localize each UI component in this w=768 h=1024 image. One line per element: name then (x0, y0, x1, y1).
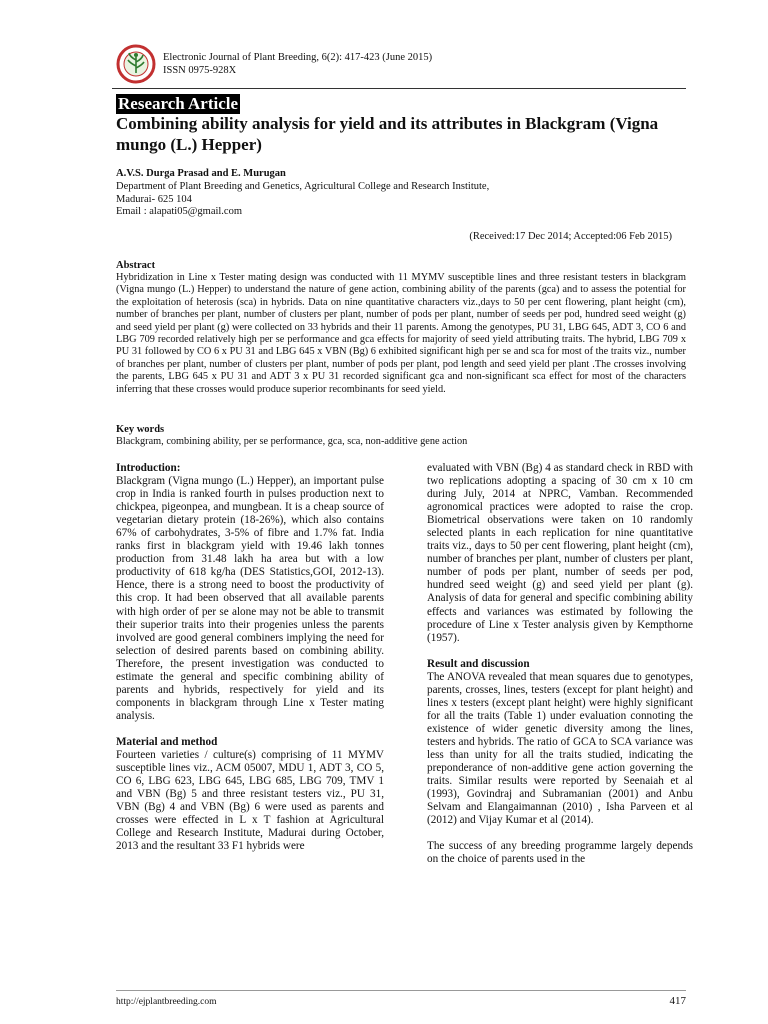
methods-heading: Material and method (116, 735, 218, 748)
abstract-heading: Abstract (116, 260, 156, 271)
results-paragraph: The ANOVA revealed that mean squares due to genotypes, parents, crosses, lines, testers (except for plant height) and lines x testers (except plant height) were highly significant for all the traits (Table 1) under evaluation connoting the existence of wider genetic diversity among the lines, testers and hybrids. The ratio of GCA to SCA variance was less than unity for all the traits studied, indicating the preponderance of non-additive gene action governing the traits. Similar results were reported by Seenaiah et al (1993), Govindraj and Subramanian (2001) and Anbu Selvam and Elangaimannan (2010) , Isha Parveen et al (2012) and Vijay Kumar et al (2014). (427, 670, 693, 827)
results-paragraph-2: The success of any breeding programme largely depends on the choice of parents used in the (427, 840, 693, 866)
methods-paragraph: Fourteen varieties / culture(s) comprising of 11 MYMV susceptible lines viz., ACM 05007, MDU 1, ADT 3, CO 5, CO 6, LBG 623, LBG 645, LBG 685, LBG 709, TMV 1 and VBN (Bg) 5 and three resistant testers viz., PU 31, VBN (Bg) 4 and VBN (Bg) 6 were used as parents and crosses were effected in L x T fashion at Agricultural College and Research Institute, Madurai during October, 2013 and the resultant 33 F1 hybrids were (116, 748, 384, 853)
journal-issn: ISSN 0975-928X (163, 65, 237, 76)
footer-divider (116, 990, 686, 991)
intro-heading: Introduction: (116, 462, 181, 474)
results-heading: Result and discussion (427, 657, 530, 670)
article-type-badge: Research Article (118, 94, 239, 113)
journal-citation: Electronic Journal of Plant Breeding, 6(2): 417-423 (June 2015) (163, 52, 433, 63)
body-column-left (116, 462, 384, 853)
article-title: Combining ability analysis for yield and its attributes in Blackgram (Vigna mungo (L.) Hepper) (116, 114, 659, 154)
received-dates: (Received:17 Dec 2014; Accepted:06 Feb 2015) (469, 231, 672, 242)
affiliation (116, 181, 489, 219)
journal-url-link[interactable]: http://ejplantbreeding.com (116, 997, 217, 1007)
keywords-body: Blackgram, combining ability, per se performance, gca, sca, non-additive gene action (116, 436, 468, 447)
author-list: A.V.S. Durga Prasad and E. Murugan (116, 168, 286, 179)
abstract-body: Hybridization in Line x Tester mating design was conducted with 11 MYMV susceptible lines and three resistant testers in blackgram (Vigna mungo (L.) Hepper) to understand the nature of gene action, combining ability of the parents (gca) and to assess the potential for the exploitation of heterosis (sca) in hybrids. Data on nine quantitative characters viz.,days to 50 per cent flowering, plant height (cm), number of branches per plant, number of clusters per plant, number of pods per plant, number of seeds per pod, hundred seed weight (g) and seed yield per plant (g) were collected on 33 hybrids and their 11 parents. Among the genotypes, PU 31, LBG 645, ADT 3, CO 6 and LBG 709 recorded relatively high per se performance and gca effects for majority of seed yield attributing traits. The hybrid, LBG 709 x PU 31 followed by CO 6 x PU 31 and LBG 645 x VBN (Bg) 6 exhibited significant high per se and sca for most of the traits viz., number of branches per plant, number of clusters per plant, number of pods per plant, pod length and seed yield per plant .The crosses involving the parents, LBG 645 x PU 31 and ADT 3 x PU 31 recorded significant gca and non-significant sca effect for most of the characters inferring that these crosses would produce superior recombinants for seed yield. (116, 272, 686, 395)
affiliation-dept: Department of Plant Breeding and Genetics, Agricultural College and Research Institute, (116, 181, 490, 192)
header-divider (112, 88, 686, 89)
journal-logo-icon (116, 44, 156, 84)
keywords-heading: Key words (116, 424, 165, 435)
affiliation-city: Madurai- 625 104 (116, 193, 192, 205)
body-column-right (427, 462, 693, 866)
page-number: 417 (669, 995, 686, 1007)
intro-paragraph: Blackgram (Vigna mungo (L.) Hepper), an important pulse crop in India is ranked fourth in pulses production next to chickpea, pigeonpea, and mungbean. It is a cheap source of vegetarian dietary protein (18-26%), which also contains 67% of carbohydrates, 3-5% of fibre and 1.7% fat. India ranks first in blackgram yield with 19.46 lakh tonnes production from 31.48 lakh ha area but with a low productivity of 618 kg/ha (DES Statistics,GOI, 2012-13). Hence, there is a strong need to boost the productivity of this crop. It had been observed that all available parents with high order of per se alone may not be able to transmit their superior traits into their progenies unless the parents involved are good general combiners implying the need for selection of desired parents based on combining ability. Therefore, the present investigation was conducted to estimate the general and specific combining ability of parents and hybrids, respectively for yield and its components in blackgram through Line x Tester mating analysis. (116, 475, 384, 722)
methods-paragraph-continued: evaluated with VBN (Bg) 4 as standard check in RBD with two replications adopting a spacing of 30 cm x 10 cm during July, 2014 at NPRC, Vamban. Recommended agronomical practices were adopted to raise the crop. Biometrical observations were taken on 10 randomly selected plants in each replication for nine quantitative traits viz., days to 50 per cent flowering, plant height (cm), number of branches per plant, number of clusters per plant, number of pods per plant, number of seeds per pod, hundred seed weight (g) and seed yield per plant (g). Analysis of data for general and specific combining ability effects and variances was estimated by following the procedure of Line x Tester analysis given by Kempthorne (1957). (427, 462, 693, 644)
author-email: Email : alapati05@gmail.com (116, 206, 243, 217)
journal-header (163, 51, 432, 77)
